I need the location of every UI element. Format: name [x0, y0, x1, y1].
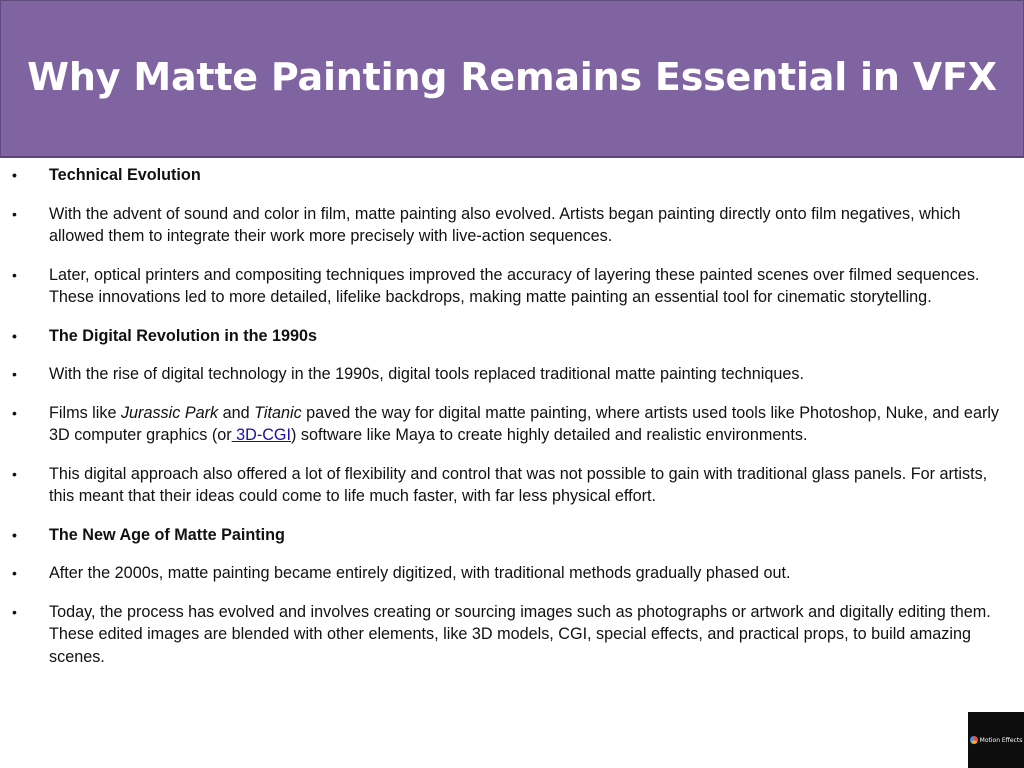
bullet-item — [0, 601, 1010, 669]
bullet-item — [0, 264, 1010, 309]
slide-header — [0, 0, 1024, 158]
bullet-item — [0, 363, 1010, 386]
films-mid: paved the way for digital matte painting, where artists used tools like Photoshop, Nuke, and early 3D computer graphics (or — [49, 403, 1000, 444]
slide-title: Why Matte Painting Remains Essential in VFX — [27, 54, 997, 99]
bullet-dot: • — [12, 327, 17, 344]
bullet-item — [0, 203, 1010, 248]
bullet-dot: • — [12, 366, 17, 382]
bullet-text: With the advent of sound and color in film, matte painting also evolved. Artists began painting directly onto film negatives, which allowed them to integrate their work more precisely with live-action sequences. — [49, 204, 961, 245]
bullet-heading-technical-evolution — [0, 164, 1010, 187]
motion-effects-badge[interactable] — [968, 712, 1024, 768]
bullet-heading-text: The New Age of Matte Painting — [49, 525, 285, 544]
films-and: and — [218, 403, 255, 422]
badge-text: Motion Effects — [979, 736, 1023, 744]
bullet-heading-text: The Digital Revolution in the 1990s — [49, 326, 318, 345]
bullet-dot: • — [12, 603, 17, 620]
bullet-heading-new-age — [0, 524, 1010, 547]
bullet-heading-digital-revolution — [0, 325, 1010, 348]
bullet-dot: • — [12, 565, 17, 581]
bullet-text: Today, the process has evolved and involves creating or sourcing images such as photographs or artwork and digitally editing them. These edited images are blended with other elements, like 3D models, CGI, special effects, and practical props, to build amazing scenes. — [49, 602, 991, 666]
bullet-text: This digital approach also offered a lot of flexibility and control that was not possible to gain with traditional glass panels. For artists, this meant that their ideas could come to life much faster, with far less physical effort. — [49, 464, 988, 505]
bullet-dot: • — [12, 205, 17, 222]
bullet-text: Later, optical printers and compositing techniques improved the accuracy of layering these painted scenes over filmed sequences. These innovations led to more detailed, lifelike backdrops, making matte painting an essential tool for cinematic storytelling. — [49, 265, 980, 306]
film-title-jurassic-park: Jurassic Park — [120, 403, 219, 422]
motion-effects-logo-icon — [970, 736, 978, 744]
bullet-text: With the rise of digital technology in the 1990s, digital tools replaced traditional matte painting techniques. — [49, 365, 804, 383]
bullet-text: After the 2000s, matte painting became entirely digitized, with traditional methods gradually phased out. — [49, 564, 791, 582]
bullet-dot: • — [12, 526, 17, 543]
bullet-heading-text: Technical Evolution — [49, 166, 201, 184]
films-suffix: ) software like Maya to create highly detailed and realistic environments. — [291, 426, 808, 444]
films-prefix: Films like — [49, 403, 121, 422]
bullet-list — [0, 164, 1010, 684]
bullet-dot: • — [12, 404, 17, 421]
bullet-item-films — [0, 402, 1010, 447]
bullet-dot: • — [12, 266, 17, 283]
link-3d-cgi[interactable]: 3D-CGI — [231, 426, 292, 444]
bullet-item — [0, 463, 1010, 508]
bullet-dot: • — [12, 465, 17, 482]
bullet-dot: • — [12, 167, 17, 183]
film-title-titanic: Titanic — [254, 403, 302, 422]
bullet-item — [0, 562, 1010, 585]
